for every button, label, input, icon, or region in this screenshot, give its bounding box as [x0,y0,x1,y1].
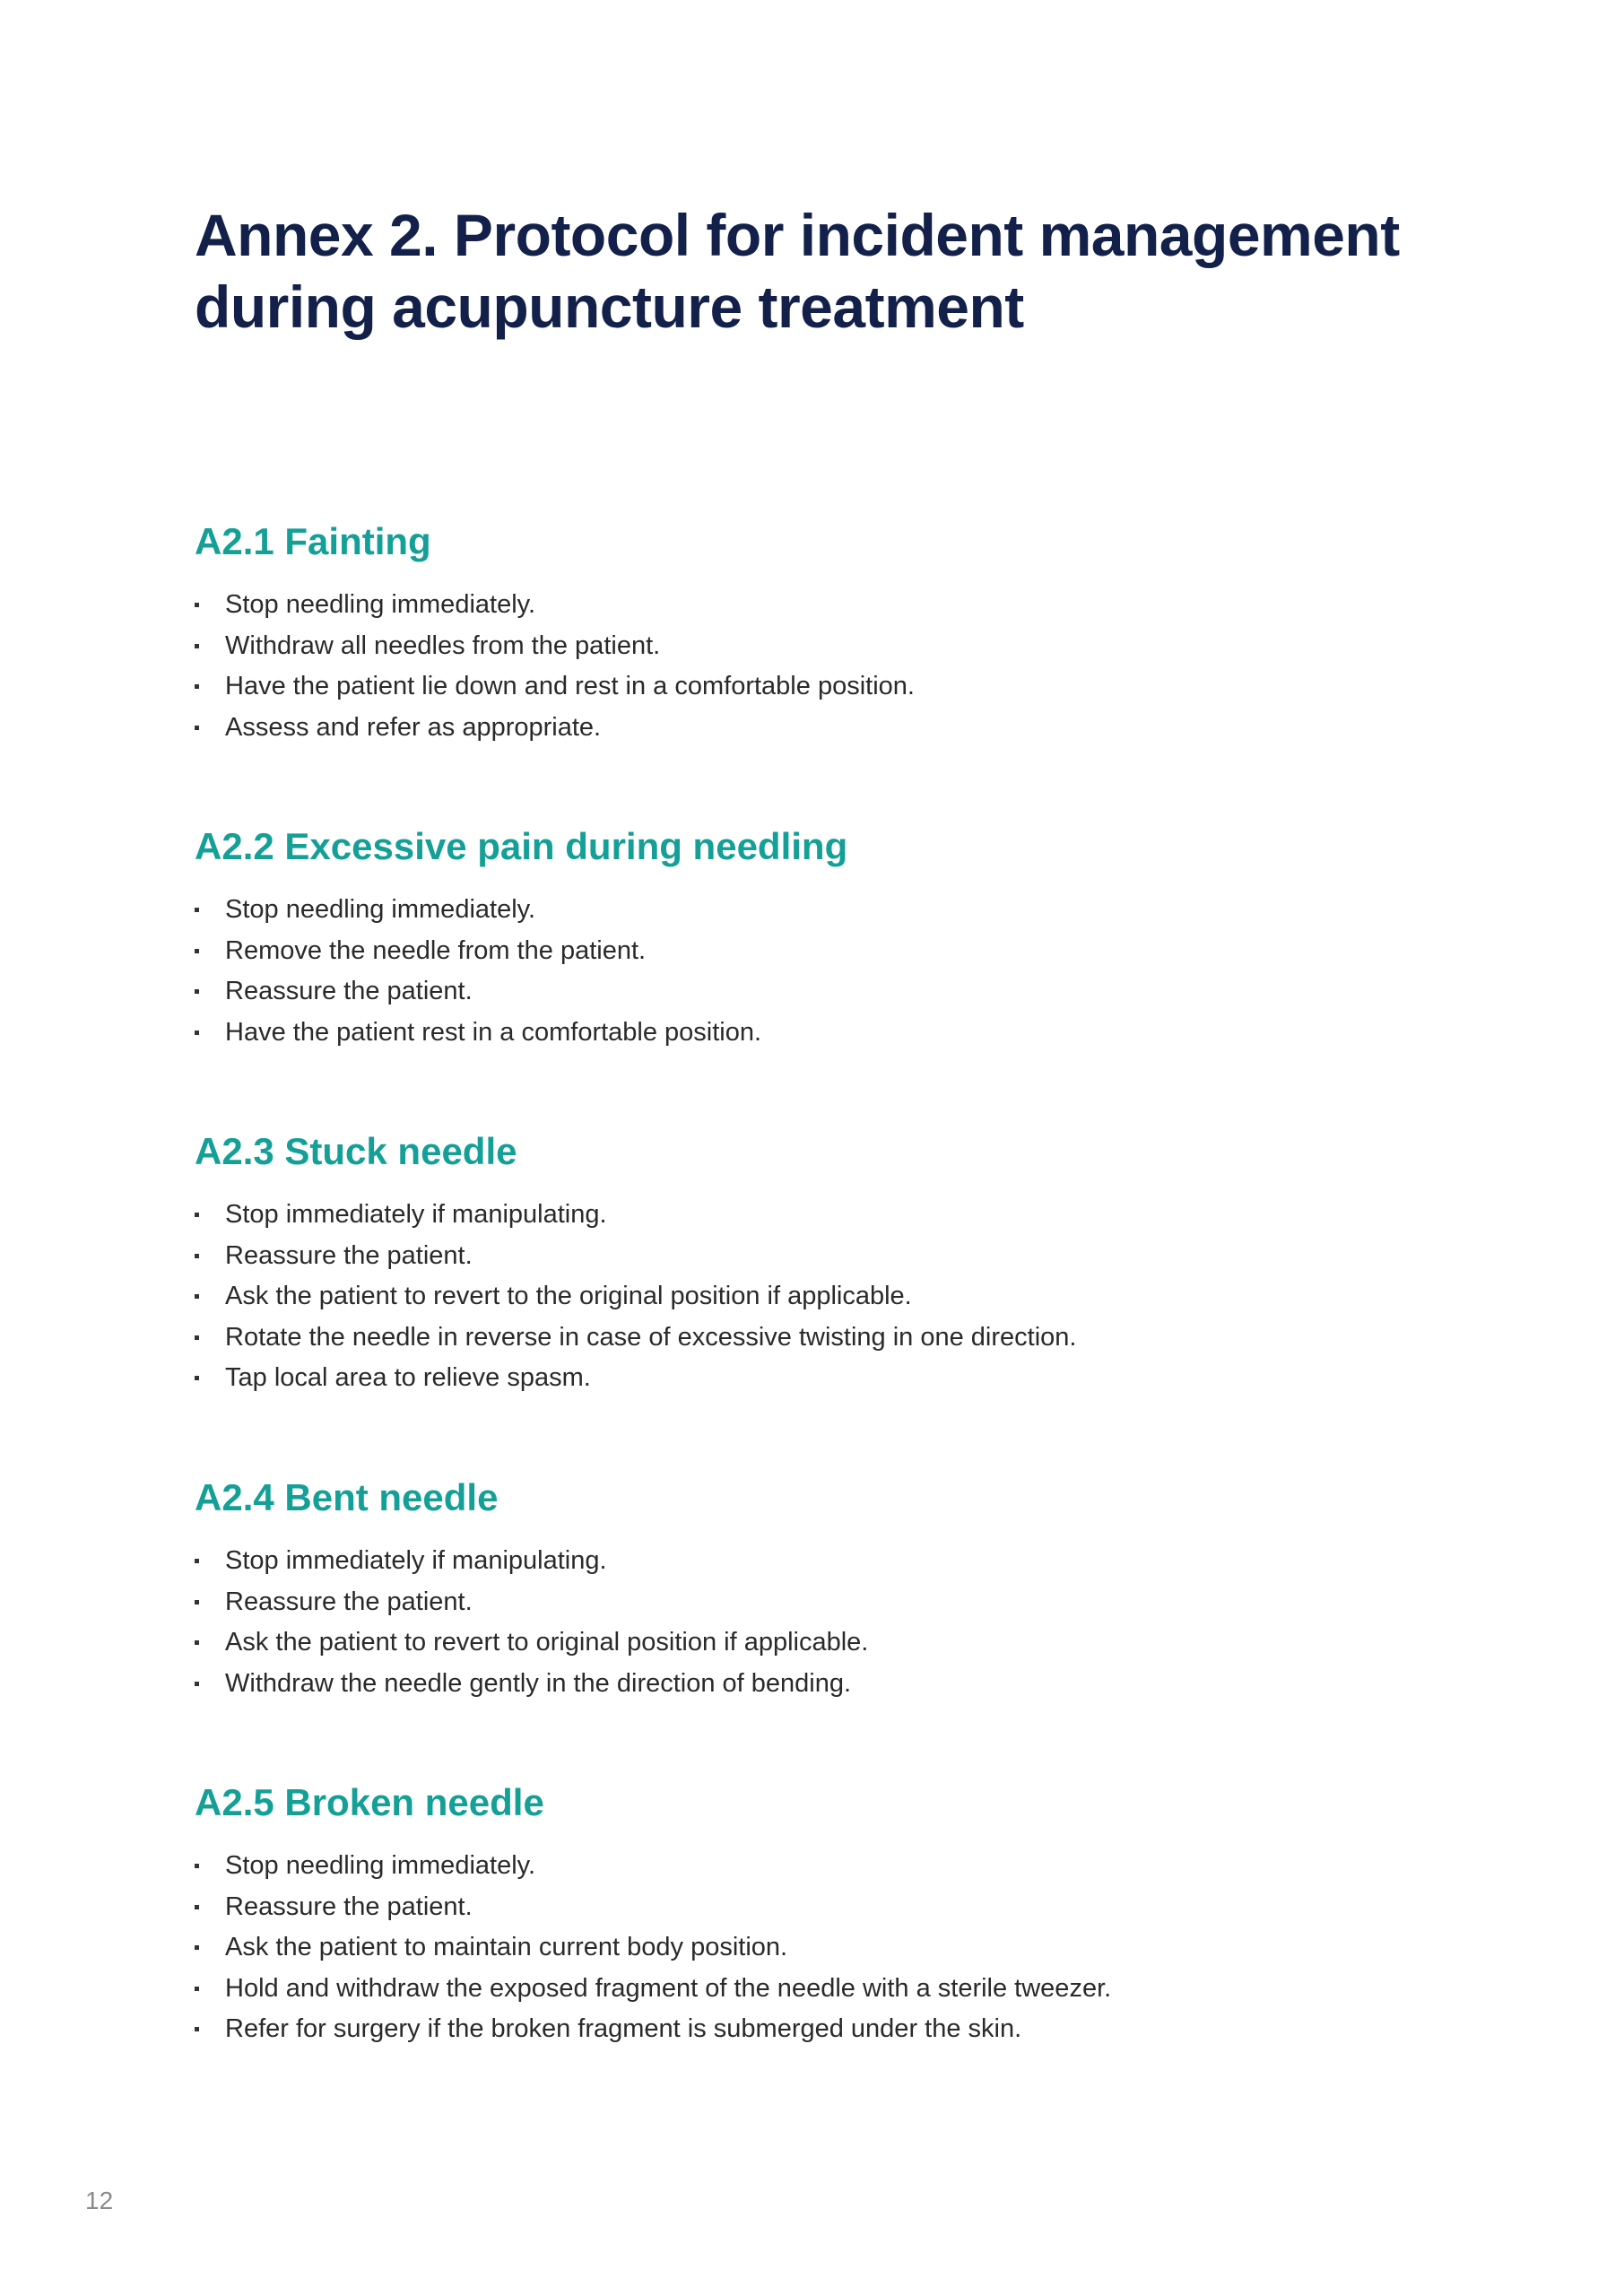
bullet-list [195,1541,1450,1704]
list-item: Reassure the patient. [195,1582,1450,1623]
bullet-icon [195,1213,199,1217]
section-fainting [195,518,1450,748]
bullet-icon [195,1905,199,1909]
list-item: Withdraw the needle gently in the direction of bending. [195,1664,1450,1705]
bullet-icon [195,603,199,607]
list-item: Rotate the needle in reverse in case of excessive twisting in one direction. [195,1318,1450,1359]
bullet-list [195,1195,1450,1399]
list-item: Stop needling immediately. [195,1846,1450,1887]
list-item: Reassure the patient. [195,1236,1450,1277]
bullet-icon [195,1864,199,1868]
bullet-icon [195,1559,199,1563]
list-item: Ask the patient to revert to original position if applicable. [195,1622,1450,1664]
list-item: Remove the needle from the patient. [195,931,1450,972]
list-item: Reassure the patient. [195,1887,1450,1928]
section-bent-needle [195,1474,1450,1704]
bullet-icon [195,989,199,994]
list-item: Hold and withdraw the exposed fragment of the needle with a sterile tweezer. [195,1969,1450,2010]
bullet-icon [195,1254,199,1258]
bullet-icon [195,1031,199,1035]
bullet-icon [195,1945,199,1950]
bullet-icon [195,908,199,912]
bullet-icon [195,1376,199,1380]
bullet-icon [195,1600,199,1605]
list-item: Ask the patient to maintain current body position. [195,1927,1450,1969]
list-item: Have the patient rest in a comfortable position. [195,1013,1450,1054]
bullet-icon [195,1335,199,1340]
section-heading: A2.2 Excessive pain during needling [195,825,848,867]
section-broken-needle [195,1779,1450,2050]
list-item: Have the patient lie down and rest in a comfortable position. [195,666,1450,708]
page-title: Annex 2. Protocol for incident management during acupuncture treatment [195,202,1400,340]
bullet-icon [195,644,199,648]
bullet-icon [195,1640,199,1645]
bullet-icon [195,2027,199,2031]
list-item: Stop immediately if manipulating. [195,1541,1450,1582]
list-item: Refer for surgery if the broken fragment is submerged under the skin. [195,2009,1450,2050]
page-number: 12 [85,2187,114,2214]
section-stuck-needle [195,1128,1450,1399]
section-heading: A2.5 Broken needle [195,1781,544,1823]
bullet-list [195,585,1450,748]
bullet-list [195,1846,1450,2050]
section-heading: A2.3 Stuck needle [195,1130,517,1172]
bullet-icon [195,949,199,953]
bullet-icon [195,726,199,730]
list-item: Withdraw all needles from the patient. [195,626,1450,667]
list-item: Stop immediately if manipulating. [195,1195,1450,1236]
list-item: Stop needling immediately. [195,585,1450,626]
list-item: Tap local area to relieve spasm. [195,1358,1450,1399]
bullet-icon [195,684,199,689]
bullet-icon [195,1987,199,1991]
list-item: Reassure the patient. [195,971,1450,1013]
list-item: Ask the patient to revert to the original position if applicable. [195,1276,1450,1318]
bullet-list [195,890,1450,1053]
section-heading: A2.4 Bent needle [195,1476,499,1518]
bullet-icon [195,1294,199,1299]
bullet-icon [195,1682,199,1686]
list-item: Assess and refer as appropriate. [195,708,1450,749]
section-heading: A2.1 Fainting [195,520,431,562]
list-item: Stop needling immediately. [195,890,1450,931]
section-excessive-pain [195,823,1450,1053]
